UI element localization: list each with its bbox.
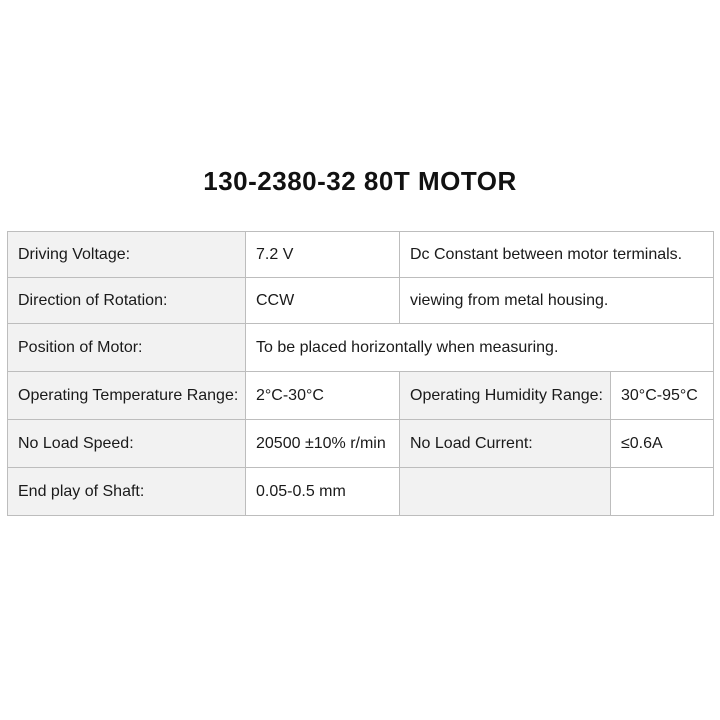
row-value-secondary	[611, 468, 714, 516]
row-label: Driving Voltage:	[8, 232, 246, 278]
row-value: 2°C-30°C	[246, 372, 400, 420]
row-label: No Load Speed:	[8, 420, 246, 468]
row-label-secondary: Operating Humidity Range:	[400, 372, 611, 420]
page-title: 130-2380-32 80T MOTOR	[203, 166, 517, 196]
row-value-secondary: 30°C-95°C	[611, 372, 714, 420]
row-label: Position of Motor:	[8, 324, 246, 372]
row-label-secondary: No Load Current:	[400, 420, 611, 468]
table-row	[8, 232, 714, 278]
row-value: CCW	[246, 278, 400, 324]
row-value: 20500 ±10% r/min	[246, 420, 400, 468]
row-value: To be placed horizontally when measuring.	[246, 324, 714, 372]
table-row	[8, 372, 714, 420]
table-row	[8, 420, 714, 468]
table-row	[8, 324, 714, 372]
row-label: Operating Temperature Range:	[8, 372, 246, 420]
row-note: Dc Constant between motor terminals.	[400, 232, 714, 278]
row-label: End play of Shaft:	[8, 468, 246, 516]
row-note: viewing from metal housing.	[400, 278, 714, 324]
row-label-secondary	[400, 468, 611, 516]
table-row	[8, 468, 714, 516]
row-value: 0.05-0.5 mm	[246, 468, 400, 516]
row-value: 7.2 V	[246, 232, 400, 278]
row-label: Direction of Rotation:	[8, 278, 246, 324]
spec-table	[7, 231, 714, 516]
row-value-secondary: ≤0.6A	[611, 420, 714, 468]
table-row	[8, 278, 714, 324]
